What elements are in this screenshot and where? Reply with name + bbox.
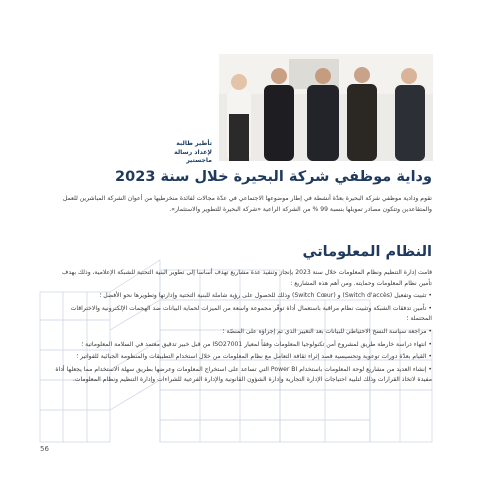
list-item: • مراجعة سياسة النسخ الاحتياطي للبيانات بعد التغيير الذي تم إجراؤه على المنصّة ؛ [222, 327, 432, 335]
information-system-content [52, 268, 432, 388]
section-title-information-system: النظام المعلوماتي [302, 244, 432, 260]
information-system-intro: قامت إدارة التنظيم ونظام المعلومات خلال سنة 2023 بإنجاز وتنفيذ عدة مشاريع تهدف أساسا إلى تطوير البنية التحتية للشبكة الإعلامية، وذلك بهدف تأمين نظام المعلومات وحمايته. ومن أهم هذه المشاريع : [62, 269, 432, 287]
photo-caption [150, 140, 212, 166]
section-title-association: وداية موظفي شركة البحيرة خلال سنة 2023 [115, 169, 432, 185]
list-item: • انتهاء دراسة خارطة طريق لمشروع أمن تكنولوجيا المعلومات وفقاً لمعيار ISO27001 من قبل خبير تدقيق معتمد في السلامة المعلوماتية ؛ [81, 340, 432, 348]
list-item: • تأمين تدفقات الشبكة وتثبيت نظام مراقبة باستعمال أداة توفّر مجموعة واسعة من الميزات لحماية البيانات ضد الهجمات الإلكترونية والاختراقات المحتملة ؛ [70, 304, 432, 323]
group-photo [219, 54, 433, 161]
association-paragraph: تقوم ودادية موظفي شركة البحيرة بعدّة أنشطة في إطار موضوعها الاجتماعي في عدّة مجالات لفائدة منخرطيها من أعوان الشركة المباشرين للعمل والمتقاعدين وتتكون مصادر تمويلها بنسبة 99 % من الشركة الراعية «شركة البحيرة للتطوير والاستثمار». [62, 195, 432, 213]
caption-line-2: لإعداد رسالة ماجستير [174, 148, 212, 165]
list-item: • القيام بعدّة دورات توعوية وتحسيسية قصد إثراء ثقافة التعامل مع نظام المعلومات من خلال استخدام التطبيقات والمنظومة الجبائية للفواتير ؛ [76, 353, 432, 361]
list-item: • تثبيت وتفعيل (Switch d'accès) و (Switch Cœur) وذلك للحصول على رؤية شاملة للبنية التحتية وإدارتها وتطويرها نحو الأفضل ؛ [99, 292, 432, 300]
page-number: 56 [40, 445, 49, 453]
list-item: • إنشاء العديد من مشاريع لوحة المعلومات باستخدام Power BI التي تساعد على استخراج المعلومات وعرضها بطريق سهلة الاستخدام مما يجعلها أداة مفيدة لاتخاذ القرارات وذلك لتلبية احتياجات الإدارة التجارية وإدارة الشؤون القانونية والإدارة الفرعية للشراءات وإدارة التنظيم ونظام المعلومات. [55, 365, 432, 384]
caption-line-1: تأطير طالبة [176, 140, 212, 147]
